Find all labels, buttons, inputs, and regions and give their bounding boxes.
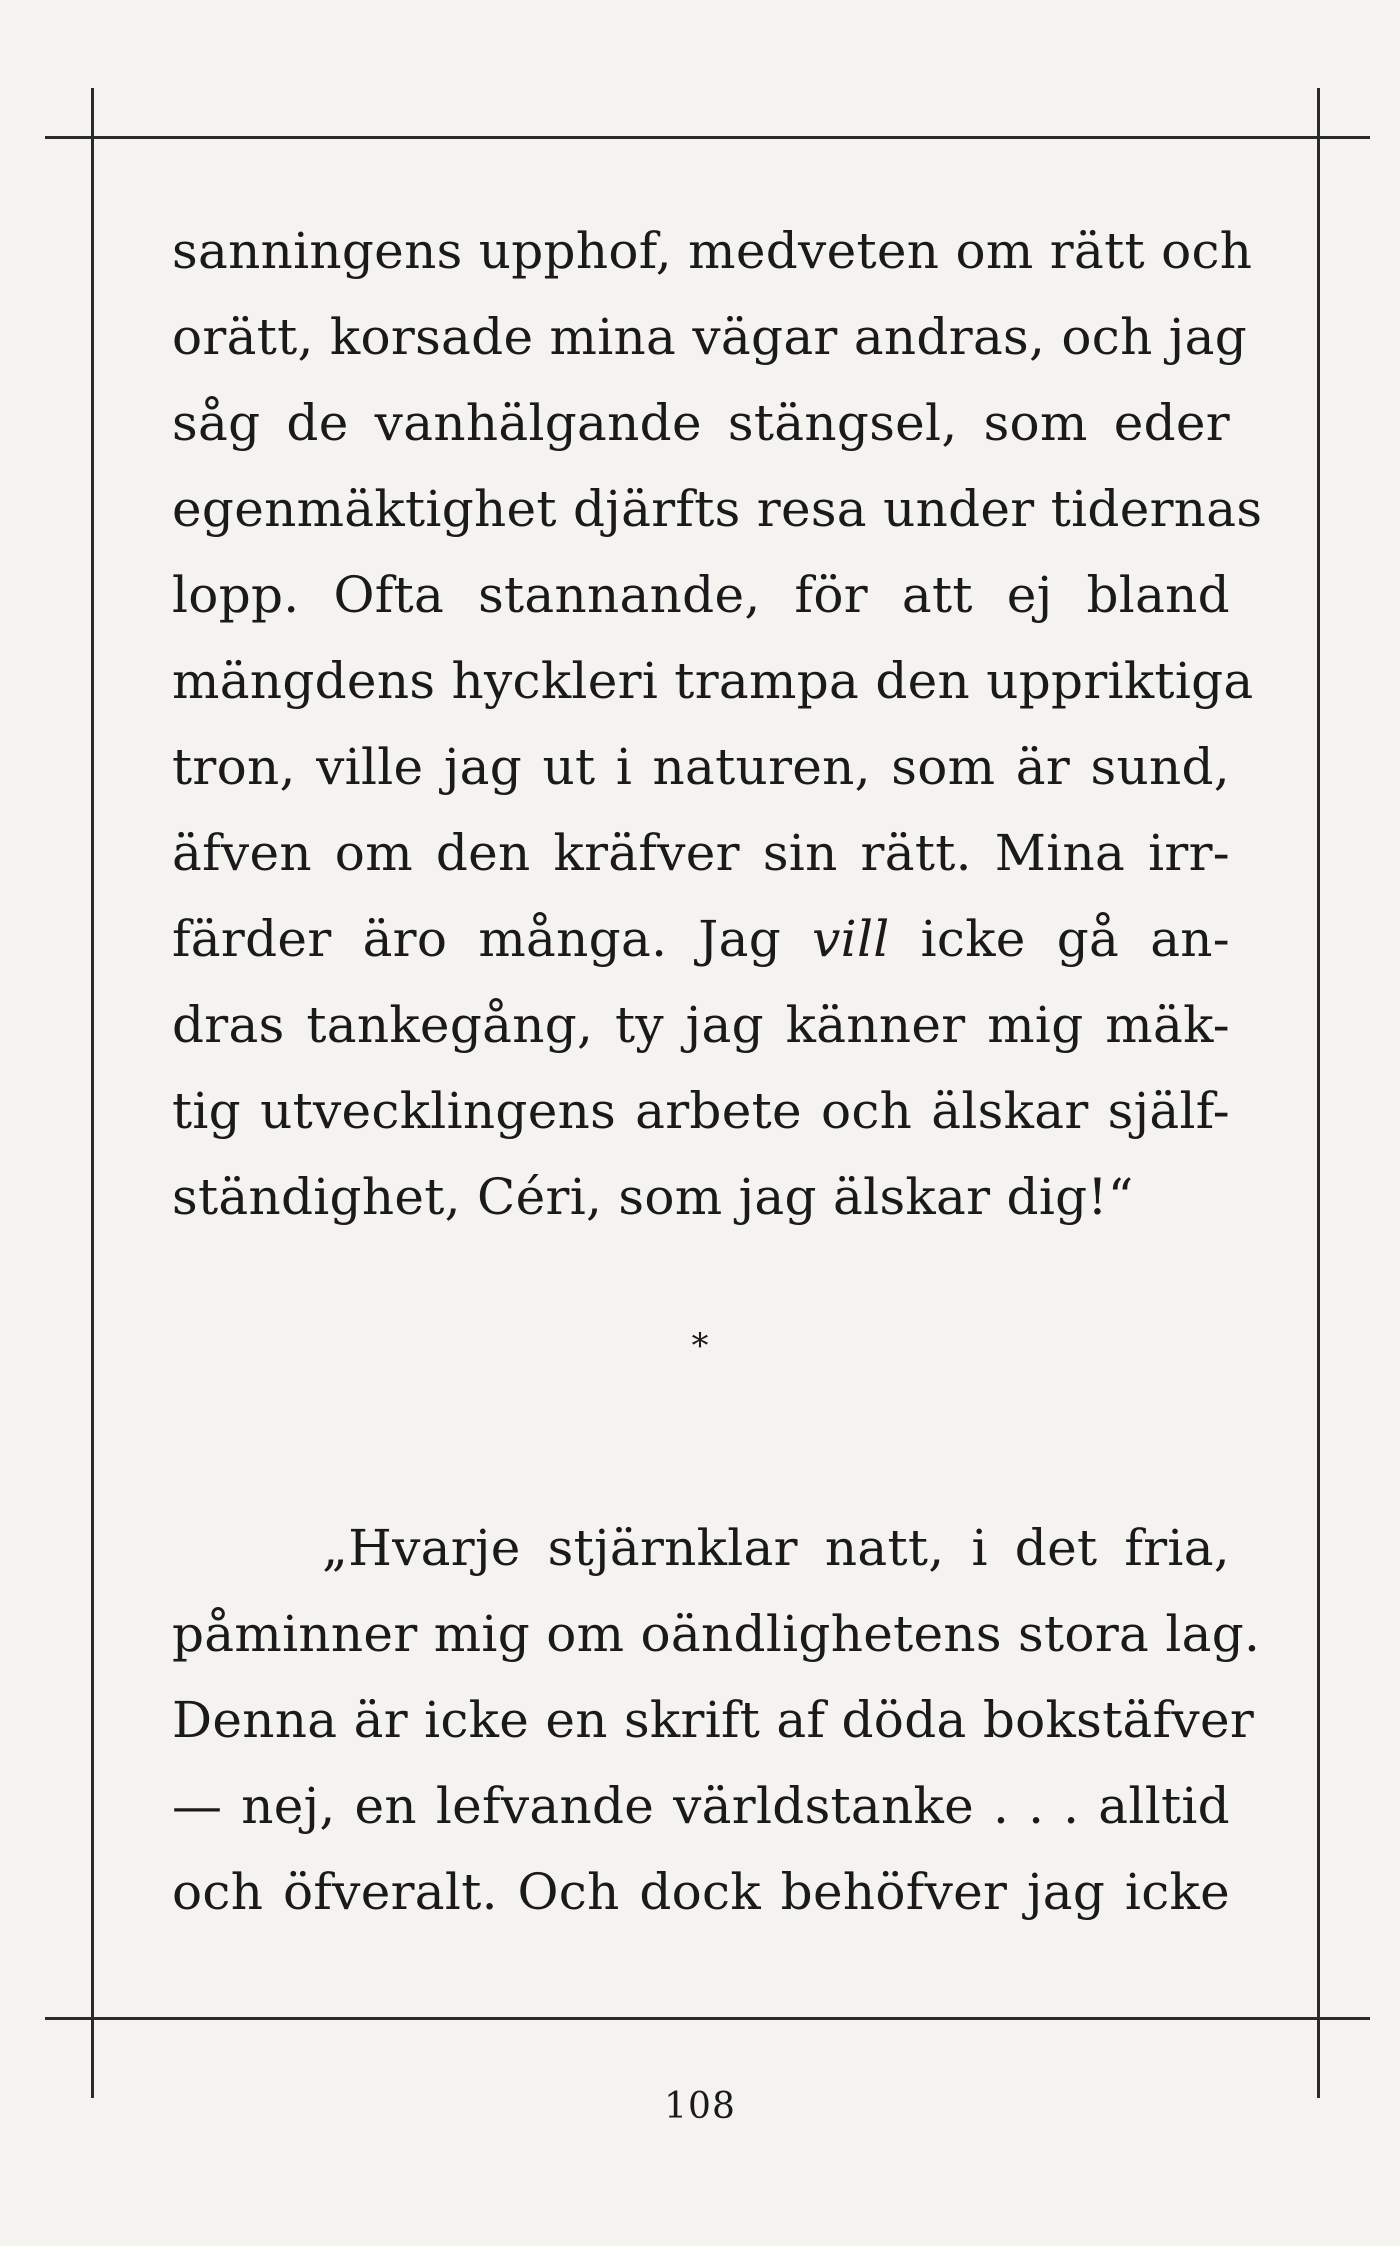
text-line: — nej, en lefvande världstanke . . . alltid (172, 1777, 1230, 1835)
text-line: och öfveralt. Och dock behöfver jag icke (172, 1863, 1230, 1921)
section-break-asterisk: * (691, 1326, 709, 1366)
text-line: mängdens hyckleri trampa den uppriktiga (172, 652, 1254, 710)
text-line: äfven om den kräfver sin rätt. Mina irr- (172, 824, 1230, 882)
frame-rule-right (1317, 88, 1320, 2098)
frame-rule-bottom (45, 2017, 1370, 2020)
emphasized-word: vill (812, 910, 890, 968)
frame-rule-left (91, 88, 94, 2098)
text-line: „Hvarje stjärnklar natt, i det fria, (322, 1519, 1230, 1577)
frame-rule-top (45, 136, 1370, 139)
text-line: såg de vanhälgande stängsel, som eder (172, 394, 1230, 452)
text-line: tron, ville jag ut i naturen, som är sund, (172, 738, 1230, 796)
text-line: sanningens upphof, medveten om rätt och (172, 222, 1253, 280)
text-line: dras tankegång, ty jag känner mig mäk- (172, 996, 1230, 1054)
text-line: tig utvecklingens arbete och älskar själf- (172, 1082, 1230, 1140)
text-line: ständighet, Céri, som jag älskar dig!“ (172, 1168, 1134, 1226)
page-number: 108 (664, 2086, 736, 2127)
text-line: Denna är icke en skrift af döda bokstäfver (172, 1691, 1255, 1749)
text-segment: icke gå an- (889, 910, 1230, 968)
text-line: lopp. Ofta stannande, för att ej bland (172, 566, 1230, 624)
text-segment: färder äro många. Jag (172, 910, 813, 968)
text-line: orätt, korsade mina vägar andras, och jag (172, 308, 1248, 366)
text-line-with-emphasis (172, 896, 1230, 982)
text-line: påminner mig om oändlighetens stora lag. (172, 1605, 1261, 1663)
text-line: egenmäktighet djärfts resa under tidernas (172, 480, 1263, 538)
